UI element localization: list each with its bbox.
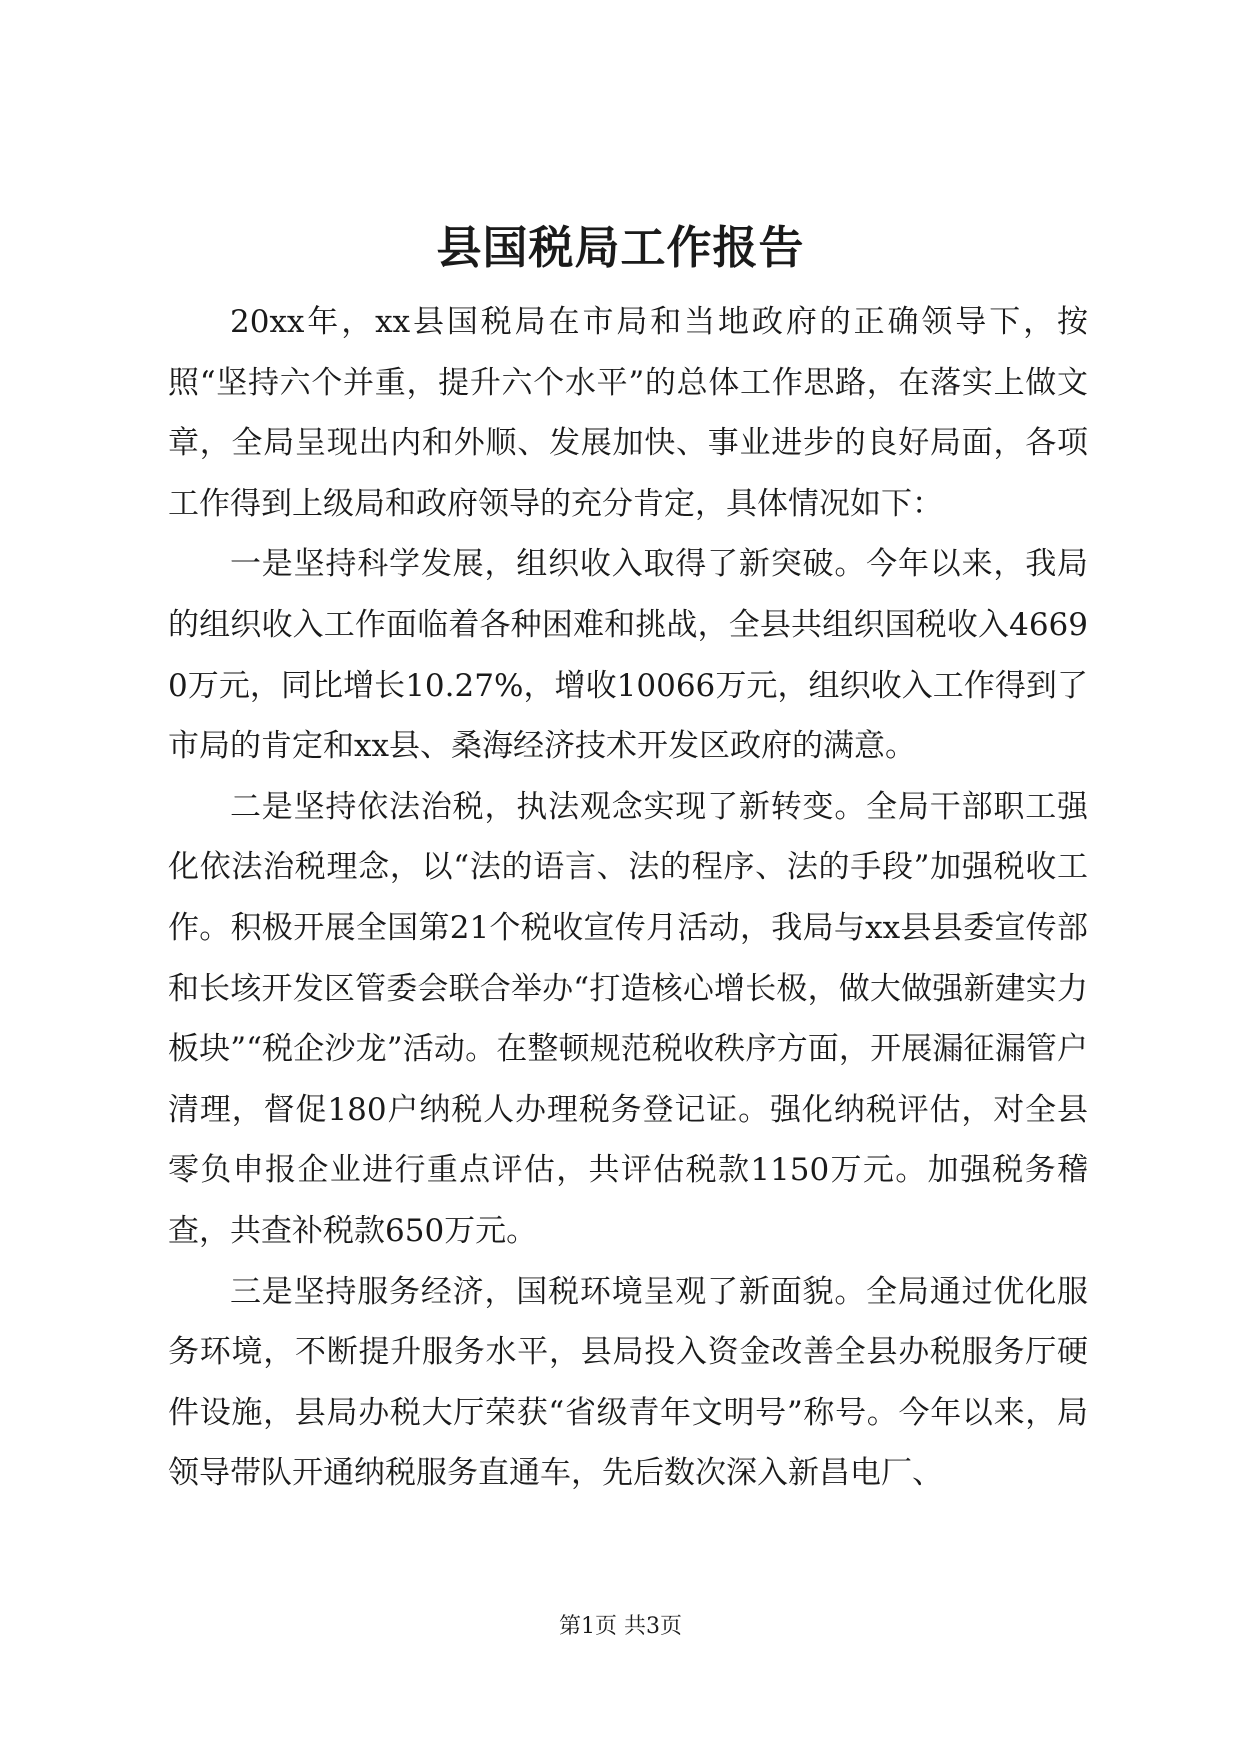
body-paragraph: 20xx年，xx县国税局在市局和当地政府的正确领导下，按照“坚持六个并重，提升六个水平”的总体工作思路，在落实上做文章，全局呈现出内和外顺、发展加快、事业进步的良好局面，各项工作得到上级局和政府领导的充分肯定，具体情况如下： [168,304,1088,522]
body-paragraph: 一是坚持科学发展，组织收入取得了新突破。今年以来，我局的组织收入工作面临着各种困难和挑战，全县共组织国税收入46690万元，同比增长10.27%，增收10066万元，组织收入工作得到了市局的肯定和xx县、桑海经济技术开发区政府的满意。 [168,546,1088,765]
body-paragraph: 三是坚持服务经济，国税环境呈观了新面貌。全局通过优化服务环境，不断提升服务水平，县局投入资金改善全县办税服务厅硬件设施，县局办税大厅荣获“省级青年文明号”称号。今年以来，局领导带队开通纳税服务直通车，先后数次深入新昌电厂、 [168,1273,1088,1492]
page-number: 第1页 共3页 [559,1614,682,1639]
body-paragraph: 二是坚持依法治税，执法观念实现了新转变。全局干部职工强化依法治税理念，以“法的语言、法的程序、法的手段”加强税收工作。积极开展全国第21个税收宣传月活动，我局与xx县县委宣传部和长垓开发区管委会联合举办“打造核心增长极，做大做强新建实力板块”“税企沙龙”活动。在整顿规范税收秩序方面，开展漏征漏管户清理，督促180户纳税人办理税务登记证。强化纳税评估，对全县零负申报企业进行重点评估，共评估税款1150万元。加强税务稽查，共查补税款650万元。 [168,788,1088,1249]
page-title: 县国税局工作报告 [436,221,805,274]
document-body [168,292,1088,1504]
